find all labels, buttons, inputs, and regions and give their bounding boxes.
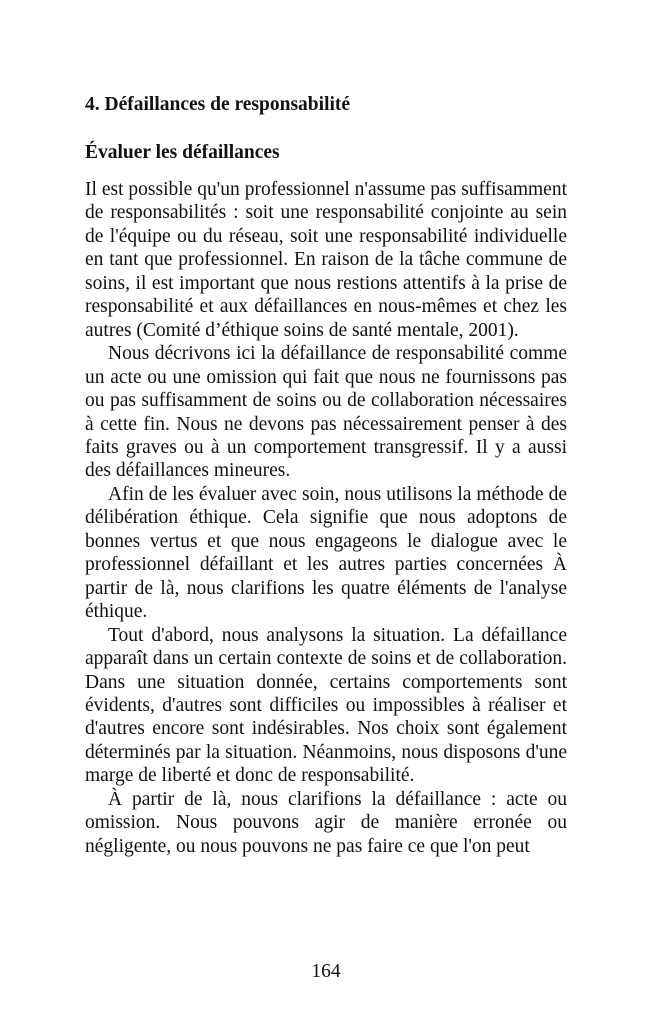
paragraph-5: À partir de là, nous clarifions la défaillance : acte ou omission. Nous pouvons agir de manière erronée ou négligente, ou nous pouvons ne pas faire ce que l'on peut — [85, 788, 567, 857]
paragraph-1: Il est possible qu'un professionnel n'assume pas suffisamment de responsabilités : soit une responsabilité conjointe au sein de l'équipe ou du réseau, soit une responsabilité individuelle en tant que professionnel. En raison de la tâche commune de soins, il est important que nous restions attentifs à la prise de responsabilité et aux défaillances en nous-mêmes et chez les autres (Comité d’éthique soins de santé mentale, 2001). — [85, 179, 567, 341]
body-text — [85, 178, 567, 858]
paragraph-4: Tout d'abord, nous analysons la situation. La défaillance apparaît dans un certain contexte de soins et de collaboration. Dans une situation donnée, certains comportements sont évidents, d'autres sont difficiles ou impossibles à réaliser et d'autres encore sont indésirables. Nos choix sont également déterminés par la situation. Néanmoins, nous disposons d'une marge de liberté et donc de responsabilité. — [85, 624, 567, 787]
page-number: 164 — [311, 961, 341, 982]
subsection-title: Évaluer les défaillances — [85, 142, 280, 163]
paragraph-2: Nous décrivons ici la défaillance de responsabilité comme un acte ou une omission qui fait que nous ne fournissons pas ou pas suffisamment de soins ou de collaboration nécessaires à cette fin. Nous ne devons pas nécessairement penser à des faits graves ou à un comportement transgressif. Il y a aussi des défaillances mineures. — [85, 343, 567, 482]
section-title: 4. Défaillances de responsabilité — [85, 94, 351, 115]
paragraph-3: Afin de les évaluer avec soin, nous utilisons la méthode de délibération éthique. Cela signifie que nous adoptons de bonnes vertus et que nous engageons le dialogue avec le professionnel défaillant et les autres parties concernées À partir de là, nous clarifions les quatre éléments de l'analyse éthique. — [85, 483, 567, 623]
